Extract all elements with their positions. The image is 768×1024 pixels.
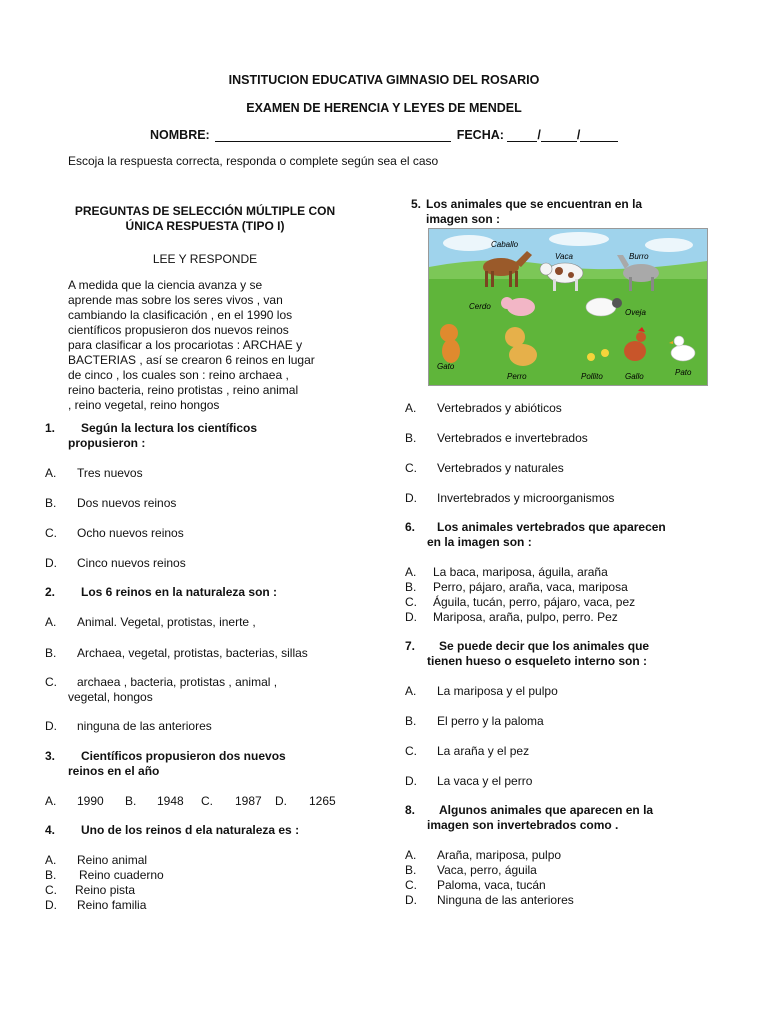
q2-option-c[interactable] [45,675,277,705]
lee-responde: LEE Y RESPONDE [152,252,258,266]
q1-option-c[interactable] [45,526,184,540]
q8-option-a[interactable] [405,848,561,862]
option-text: Vertebrados e invertebrados [437,431,588,445]
option-letter: B. [45,646,57,660]
date-day-field[interactable] [507,129,537,142]
option-letter: D. [45,898,57,912]
section-title-line-2: ÚNICA RESPUESTA (TIPO I) [125,219,285,233]
reading-passage [68,278,341,413]
option-letter: A. [45,794,57,808]
image-label: Caballo [491,240,519,249]
option-text: Reino cuaderno [79,868,164,882]
reading-line: para clasificar a los procariotas : ARCHAE y [68,338,303,352]
q3-option-a[interactable] [45,794,125,808]
question-text-cont: reinos en el año [68,764,160,778]
image-label: Perro [507,372,527,381]
option-letter: C. [405,461,417,475]
image-label: Gallo [625,372,644,381]
question-6 [405,520,666,550]
cloud [443,235,495,251]
option-letter: B. [45,496,57,510]
reading-line: científicos propusieron dos nuevos reinos [68,323,289,337]
option-text: Paloma, vaca, tucán [437,878,546,892]
option-text: Reino pista [75,883,136,897]
option-letter: A. [45,466,57,480]
question-text: Los animales que se encuentran en la [426,197,643,211]
reading-line: BACTERIAS , así se crearon 6 reinos en lugar [68,353,315,367]
q1-option-a[interactable] [45,466,143,480]
question-text: Los animales vertebrados que aparecen [437,520,666,534]
option-letter: A. [45,615,57,629]
name-label: NOMBRE: [150,128,210,142]
q1-option-d[interactable] [45,556,186,570]
question-text-cont: tienen hueso o esqueleto interno son : [427,654,648,668]
option-text-cont: vegetal, hongos [68,690,153,704]
q4-option-c[interactable] [45,883,135,897]
farm-animals-image [428,228,708,386]
question-text-cont: imagen son invertebrados como . [427,818,619,832]
question-8 [405,803,653,833]
option-text: Invertebrados y microorganismos [437,491,615,505]
q3-option-b[interactable] [125,794,201,808]
q7-option-d[interactable] [405,774,532,788]
question-text-cont: en la imagen son : [427,535,532,549]
option-letter: C. [405,595,417,609]
q6-option-d[interactable] [405,610,618,624]
image-label: Oveja [625,308,646,317]
question-4 [45,823,299,838]
option-text: Ocho nuevos reinos [77,526,184,540]
option-letter: D. [405,491,417,505]
option-letter: A. [405,848,417,862]
option-text: 1990 [77,794,104,808]
option-letter: A. [405,684,417,698]
question-number: 4. [45,823,56,837]
exam-title: EXAMEN DE HERENCIA Y LEYES DE MENDEL [246,101,522,115]
option-letter: C. [405,878,417,892]
section-title [60,204,350,234]
section-title-line-1: PREGUNTAS DE SELECCIÓN MÚLTIPLE CON [74,204,336,218]
option-letter: A. [405,565,417,579]
cloud [645,238,693,252]
option-letter: C. [45,883,57,897]
option-text: Araña, mariposa, pulpo [437,848,562,862]
option-text: La araña y el pez [437,744,530,758]
school-title: INSTITUCION EDUCATIVA GIMNASIO DEL ROSARIO [228,73,540,87]
question-number: 7. [405,639,416,653]
option-text: Dos nuevos reinos [77,496,177,510]
name-date-line [150,128,618,142]
date-label: FECHA: [456,128,504,142]
q2-option-b[interactable] [45,646,308,660]
option-letter: D. [405,610,417,624]
question-1 [45,421,257,451]
date-year-field[interactable] [580,129,618,142]
image-label: Burro [629,252,649,261]
question-text: Científicos propusieron dos nuevos [81,749,286,763]
date-slash-1: / [537,128,541,142]
option-text: La vaca y el perro [437,774,533,788]
q4-option-a[interactable] [45,853,147,867]
option-text: Archaea, vegetal, protistas, bacterias, sillas [77,646,308,660]
question-text: Algunos animales que aparecen en la [439,803,654,817]
question-text: Uno de los reinos d ela naturaleza es : [81,823,300,837]
reading-line: aprende mas sobre los seres vivos , van [68,293,283,307]
option-letter: B. [405,863,417,877]
question-number: 2. [45,585,56,599]
date-month-field[interactable] [541,129,577,142]
q7-option-c[interactable] [405,744,529,758]
option-text: La baca, mariposa, águila, araña [433,565,608,579]
option-letter: B. [405,580,417,594]
option-text: Vertebrados y abióticos [437,401,562,415]
option-letter: B. [45,868,57,882]
option-letter: A. [405,401,417,415]
option-letter: D. [275,794,287,808]
q4-option-b[interactable] [45,868,164,882]
option-letter: B. [125,794,137,808]
reading-line: cambiando la clasificación , en el 1990 los [68,308,293,322]
option-text: Reino animal [77,853,148,867]
image-label: Gato [437,362,455,371]
q6-option-c[interactable] [405,595,635,609]
q8-option-b[interactable] [405,863,537,877]
reading-line: reino bacteria, reino protistas , reino animal [68,383,299,397]
option-letter: B. [405,714,417,728]
q6-option-b[interactable] [405,580,628,594]
option-text: Perro, pájaro, araña, vaca, mariposa [433,580,628,594]
instructions: Escoja la respuesta correcta, responda o complete según sea el caso [68,154,439,168]
reading-line: , reino vegetal, reino hongos [68,398,220,412]
image-label: Vaca [555,252,573,261]
option-text: La mariposa y el pulpo [437,684,558,698]
option-letter: C. [405,744,417,758]
option-text: 1948 [157,794,184,808]
q6-option-a[interactable] [405,565,608,579]
question-2 [45,585,277,600]
option-text: Ninguna de las anteriores [437,893,574,907]
option-text: El perro y la paloma [437,714,544,728]
farm-illustration [429,229,707,385]
q4-option-d[interactable] [45,898,146,912]
grass [429,279,707,385]
option-text: 1987 [235,794,262,808]
option-text: archaea , bacteria, protistas , animal , [77,675,278,689]
cloud [549,232,609,246]
q5-option-b[interactable] [405,431,588,445]
option-text: Vaca, perro, águila [437,863,537,877]
question-7 [405,639,649,669]
option-text: Reino familia [77,898,147,912]
reading-line: de cinco , los cuales son : reino archaea , [68,368,289,382]
option-text: Animal. Vegetal, protistas, inerte , [77,615,256,629]
question-text: Se puede decir que los animales que [439,639,650,653]
question-text-cont: propusieron : [68,436,146,450]
name-field[interactable] [215,129,451,142]
q3-options-row [45,794,336,808]
option-text: Cinco nuevos reinos [77,556,186,570]
option-letter: C. [201,794,213,808]
option-text: Vertebrados y naturales [437,461,564,475]
option-letter: B. [405,431,417,445]
q7-option-a[interactable] [405,684,558,698]
image-label: Cerdo [469,302,491,311]
question-text-cont: imagen son : [426,212,501,226]
option-text: Águila, tucán, perro, pájaro, vaca, pez [433,595,636,609]
option-letter: A. [45,853,57,867]
question-3 [45,749,286,779]
question-number: 3. [45,749,56,763]
question-number: 1. [45,421,56,435]
question-text: Según la lectura los científicos [81,421,258,435]
image-label: Pato [675,368,692,377]
question-number: 6. [405,520,416,534]
option-letter: D. [405,893,417,907]
date-slash-2: / [576,128,581,142]
option-text: 1265 [309,794,336,808]
option-letter: D. [45,719,57,733]
option-text: Mariposa, araña, pulpo, perro. Pez [433,610,618,624]
question-5 [411,197,642,227]
q5-option-a[interactable] [405,401,562,415]
q8-option-c[interactable] [405,878,546,892]
question-text: Los 6 reinos en la naturaleza son : [81,585,278,599]
option-text: ninguna de las anteriores [77,719,212,733]
option-letter: C. [45,526,57,540]
q2-option-d[interactable] [45,719,212,733]
option-letter: D. [45,556,57,570]
question-number: 8. [405,803,416,817]
q8-option-d[interactable] [405,893,574,907]
q1-option-b[interactable] [45,496,176,510]
option-text: Tres nuevos [77,466,143,480]
option-letter: D. [405,774,417,788]
q3-option-d[interactable] [275,794,336,808]
option-letter: C. [45,675,57,689]
reading-line: A medida que la ciencia avanza y se [68,278,263,292]
q7-option-b[interactable] [405,714,544,728]
image-label: Pollito [581,372,603,381]
question-number: 5. [411,197,422,211]
q3-option-c[interactable] [201,794,275,808]
q5-option-c[interactable] [405,461,564,475]
q5-option-d[interactable] [405,491,614,505]
q2-option-a[interactable] [45,615,256,629]
